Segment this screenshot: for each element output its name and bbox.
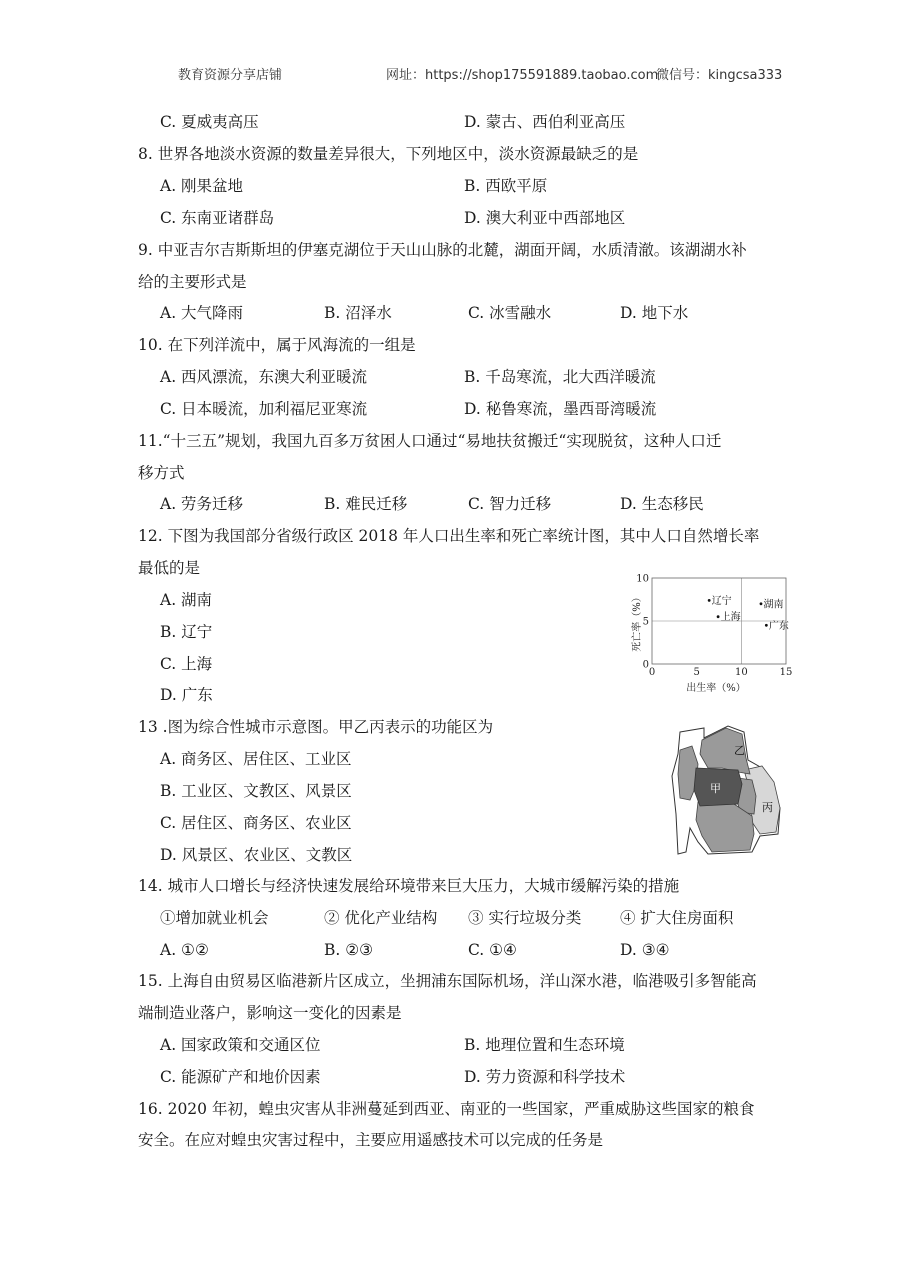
birth-death-rate-scatter-chart xyxy=(620,568,800,698)
q14-item-2: ② 优化产业结构 xyxy=(324,909,438,927)
q14-item-1: ①增加就业机会 xyxy=(160,909,269,927)
x-tick-label: 5 xyxy=(693,667,700,678)
q11-option-a: A. 劳务迁移 xyxy=(160,495,244,513)
q15-stem-line1: 15. 上海自由贸易区临港新片区成立，坐拥浦东国际机场，洋山深水港，临港吸引多智能高 xyxy=(138,972,757,990)
x-tick-label: 0 xyxy=(648,667,656,678)
header-url: 网址：https://shop175591889.taobao.com xyxy=(386,68,659,83)
y-tick-label: 5 xyxy=(642,616,649,628)
q9-option-a: A. 大气降雨 xyxy=(160,304,244,322)
chart-grid xyxy=(652,578,786,664)
q15-stem-line2: 端制造业落户，影响这一变化的因素是 xyxy=(138,1004,402,1022)
data-point-label: 辽宁 xyxy=(711,595,732,607)
q11-stem-line1: 11.“十三五”规划，我国九百多万贫困人口通过“易地扶贫搬迁“实现脱贫，这种人口迁 xyxy=(138,432,722,450)
q12-option-c: C. 上海 xyxy=(160,655,213,673)
q14-item-3: ③ 实行垃圾分类 xyxy=(468,909,582,927)
q14-option-a: A. ①② xyxy=(160,941,209,959)
x-tick-label: 10 xyxy=(734,667,748,678)
chart-x-axis-label: 出生率（%） xyxy=(686,683,746,694)
q9-stem-line2: 给的主要形式是 xyxy=(138,273,247,291)
data-point xyxy=(708,599,711,602)
q12-stem-line1: 12. 下图为我国部分省级行政区 2018 年人口出生率和死亡率统计图，其中人口自然增长率 xyxy=(138,527,760,545)
q12-option-a: A. 湖南 xyxy=(160,591,213,609)
q10-option-a: A. 西风漂流，东澳大利亚暖流 xyxy=(160,368,368,386)
q15-option-b: B. 地理位置和生态环境 xyxy=(464,1036,625,1054)
q8-stem: 8. 世界各地淡水资源的数量差异很大，下列地区中，淡水资源最缺乏的是 xyxy=(138,145,639,163)
header-wechat: 微信号：kingcsa333 xyxy=(656,68,783,83)
city-function-zone-map xyxy=(668,724,788,864)
q12-option-b: B. 辽宁 xyxy=(160,623,213,641)
q15-option-d: D. 劳力资源和科学技术 xyxy=(464,1068,626,1086)
q10-option-b: B. 千岛寒流，北大西洋暖流 xyxy=(464,368,656,386)
q8-option-c: C. 东南亚诸群岛 xyxy=(160,209,275,227)
chart-points xyxy=(708,594,789,632)
q14-item-4: ④ 扩大住房面积 xyxy=(620,909,734,927)
q13-option-b: B. 工业区、文教区、风景区 xyxy=(160,782,352,800)
q14-option-d: D. ③④ xyxy=(620,941,670,959)
q14-option-c: C. ①④ xyxy=(468,941,517,959)
q8-option-d: D. 澳大利亚中西部地区 xyxy=(464,209,626,227)
data-point xyxy=(760,602,763,605)
data-point-label: 湖南 xyxy=(763,599,784,611)
q13-option-a: A. 商务区、居住区、工业区 xyxy=(160,750,352,768)
q9-option-b: B. 沼泽水 xyxy=(324,304,392,322)
q9-option-d: D. 地下水 xyxy=(620,304,689,322)
q13-stem: 13 .图为综合性城市示意图。甲乙丙表示的功能区为 xyxy=(138,718,494,736)
q14-option-b: B. ②③ xyxy=(324,941,374,959)
q12-option-d: D. 广东 xyxy=(160,686,213,704)
q8-option-b: B. 西欧平原 xyxy=(464,177,548,195)
q8-option-a: A. 刚果盆地 xyxy=(160,177,244,195)
data-point xyxy=(765,624,768,627)
q11-stem-line2: 移方式 xyxy=(138,464,185,482)
y-tick-label: 0 xyxy=(642,659,649,671)
q15-option-a: A. 国家政策和交通区位 xyxy=(160,1036,321,1054)
q7-option-d: D. 蒙古、西伯利亚高压 xyxy=(464,113,626,131)
map-label-yi: 乙 xyxy=(734,744,745,757)
q11-option-b: B. 难民迁移 xyxy=(324,495,408,513)
q10-stem: 10. 在下列洋流中，属于风海流的一组是 xyxy=(138,336,416,354)
map-label-jia: 甲 xyxy=(710,782,721,795)
header-shop-name: 教育资源分享店铺 xyxy=(178,68,283,83)
data-point xyxy=(717,615,720,618)
x-tick-label: 15 xyxy=(779,667,793,678)
q15-option-c: C. 能源矿产和地价因素 xyxy=(160,1068,321,1086)
q12-stem-line2: 最低的是 xyxy=(138,559,201,577)
y-tick-label: 10 xyxy=(636,573,649,585)
map-label-bing: 丙 xyxy=(762,801,773,814)
q13-option-d: D. 风景区、农业区、文教区 xyxy=(160,846,353,864)
data-point-label: 上海 xyxy=(720,612,741,624)
q10-option-c: C. 日本暖流，加利福尼亚寒流 xyxy=(160,400,368,418)
q11-option-c: C. 智力迁移 xyxy=(468,495,552,513)
q14-stem: 14. 城市人口增长与经济快速发展给环境带来巨大压力，大城市缓解污染的措施 xyxy=(138,877,680,895)
q7-option-c: C. 夏威夷高压 xyxy=(160,113,259,131)
data-point-label: 广东 xyxy=(768,620,789,632)
q13-option-c: C. 居住区、商务区、农业区 xyxy=(160,814,352,832)
q16-stem-line1: 16. 2020 年初，蝗虫灾害从非洲蔓延到西亚、南亚的一些国家，严重威胁这些国家的粮食 xyxy=(138,1100,755,1118)
q9-stem-line1: 9. 中亚吉尔吉斯斯坦的伊塞克湖位于天山山脉的北麓，湖面开阔，水质清澈。该湖湖水补 xyxy=(138,241,747,259)
q10-option-d: D. 秘鲁寒流，墨西哥湾暖流 xyxy=(464,400,657,418)
chart-y-axis-label: 死亡率（%） xyxy=(632,592,643,652)
q9-option-c: C. 冰雪融水 xyxy=(468,304,552,322)
q11-option-d: D. 生态移民 xyxy=(620,495,704,513)
q16-stem-line2: 安全。在应对蝗虫灾害过程中，主要应用遥感技术可以完成的任务是 xyxy=(138,1131,604,1149)
